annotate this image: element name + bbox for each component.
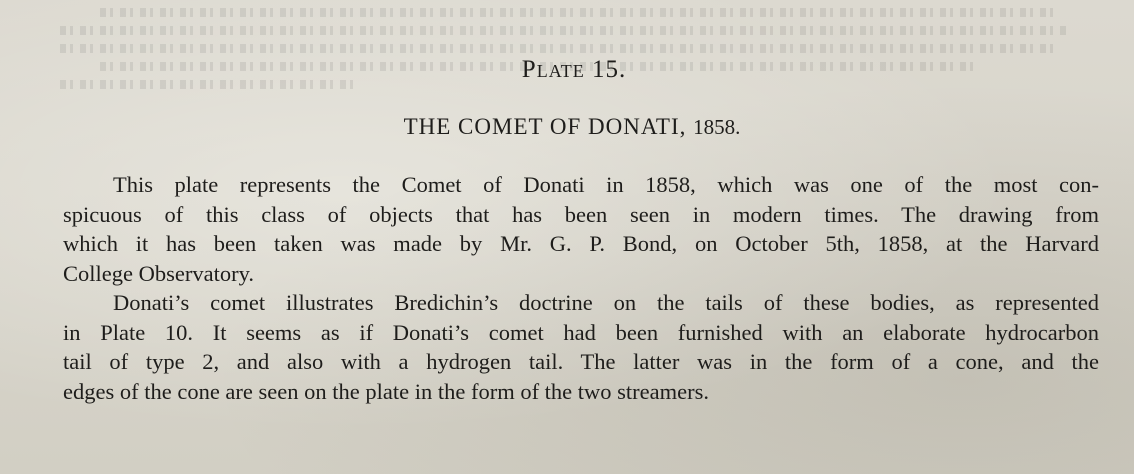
page-title	[0, 114, 1134, 140]
body-text	[63, 170, 1099, 406]
text-line: tail of type 2, and also with a hydrogen tail. The latter was in the form of a cone, and the	[63, 349, 1099, 374]
paragraph-1	[63, 170, 1099, 288]
text-line: in Plate 10. It seems as if Donati’s comet had been furnished with an elaborate hydrocarbon	[63, 319, 1099, 345]
title-year: 1858.	[693, 115, 741, 139]
text-line: Donati’s comet illustrates Bredichin’s doctrine on the tails of these bodies, as represented	[113, 290, 1099, 315]
text-line: which it has been taken was made by Mr. G. P. Bond, on October 5th, 1858, at the Harvard	[63, 231, 1099, 256]
paragraph-2	[63, 288, 1099, 406]
text-line: This plate represents the Comet of Donati in 1858, which was one of the most con-	[113, 172, 1099, 197]
plate-label: Plate 15.	[521, 56, 627, 83]
text-line: edges of the cone are seen on the plate in the form of the two streamers.	[63, 378, 710, 404]
text-line: College Observatory.	[63, 260, 254, 286]
text-line: spicuous of this class of objects that has been seen in modern times. The drawing from	[63, 201, 1099, 227]
title-main: THE COMET OF DONATI,	[403, 114, 687, 139]
